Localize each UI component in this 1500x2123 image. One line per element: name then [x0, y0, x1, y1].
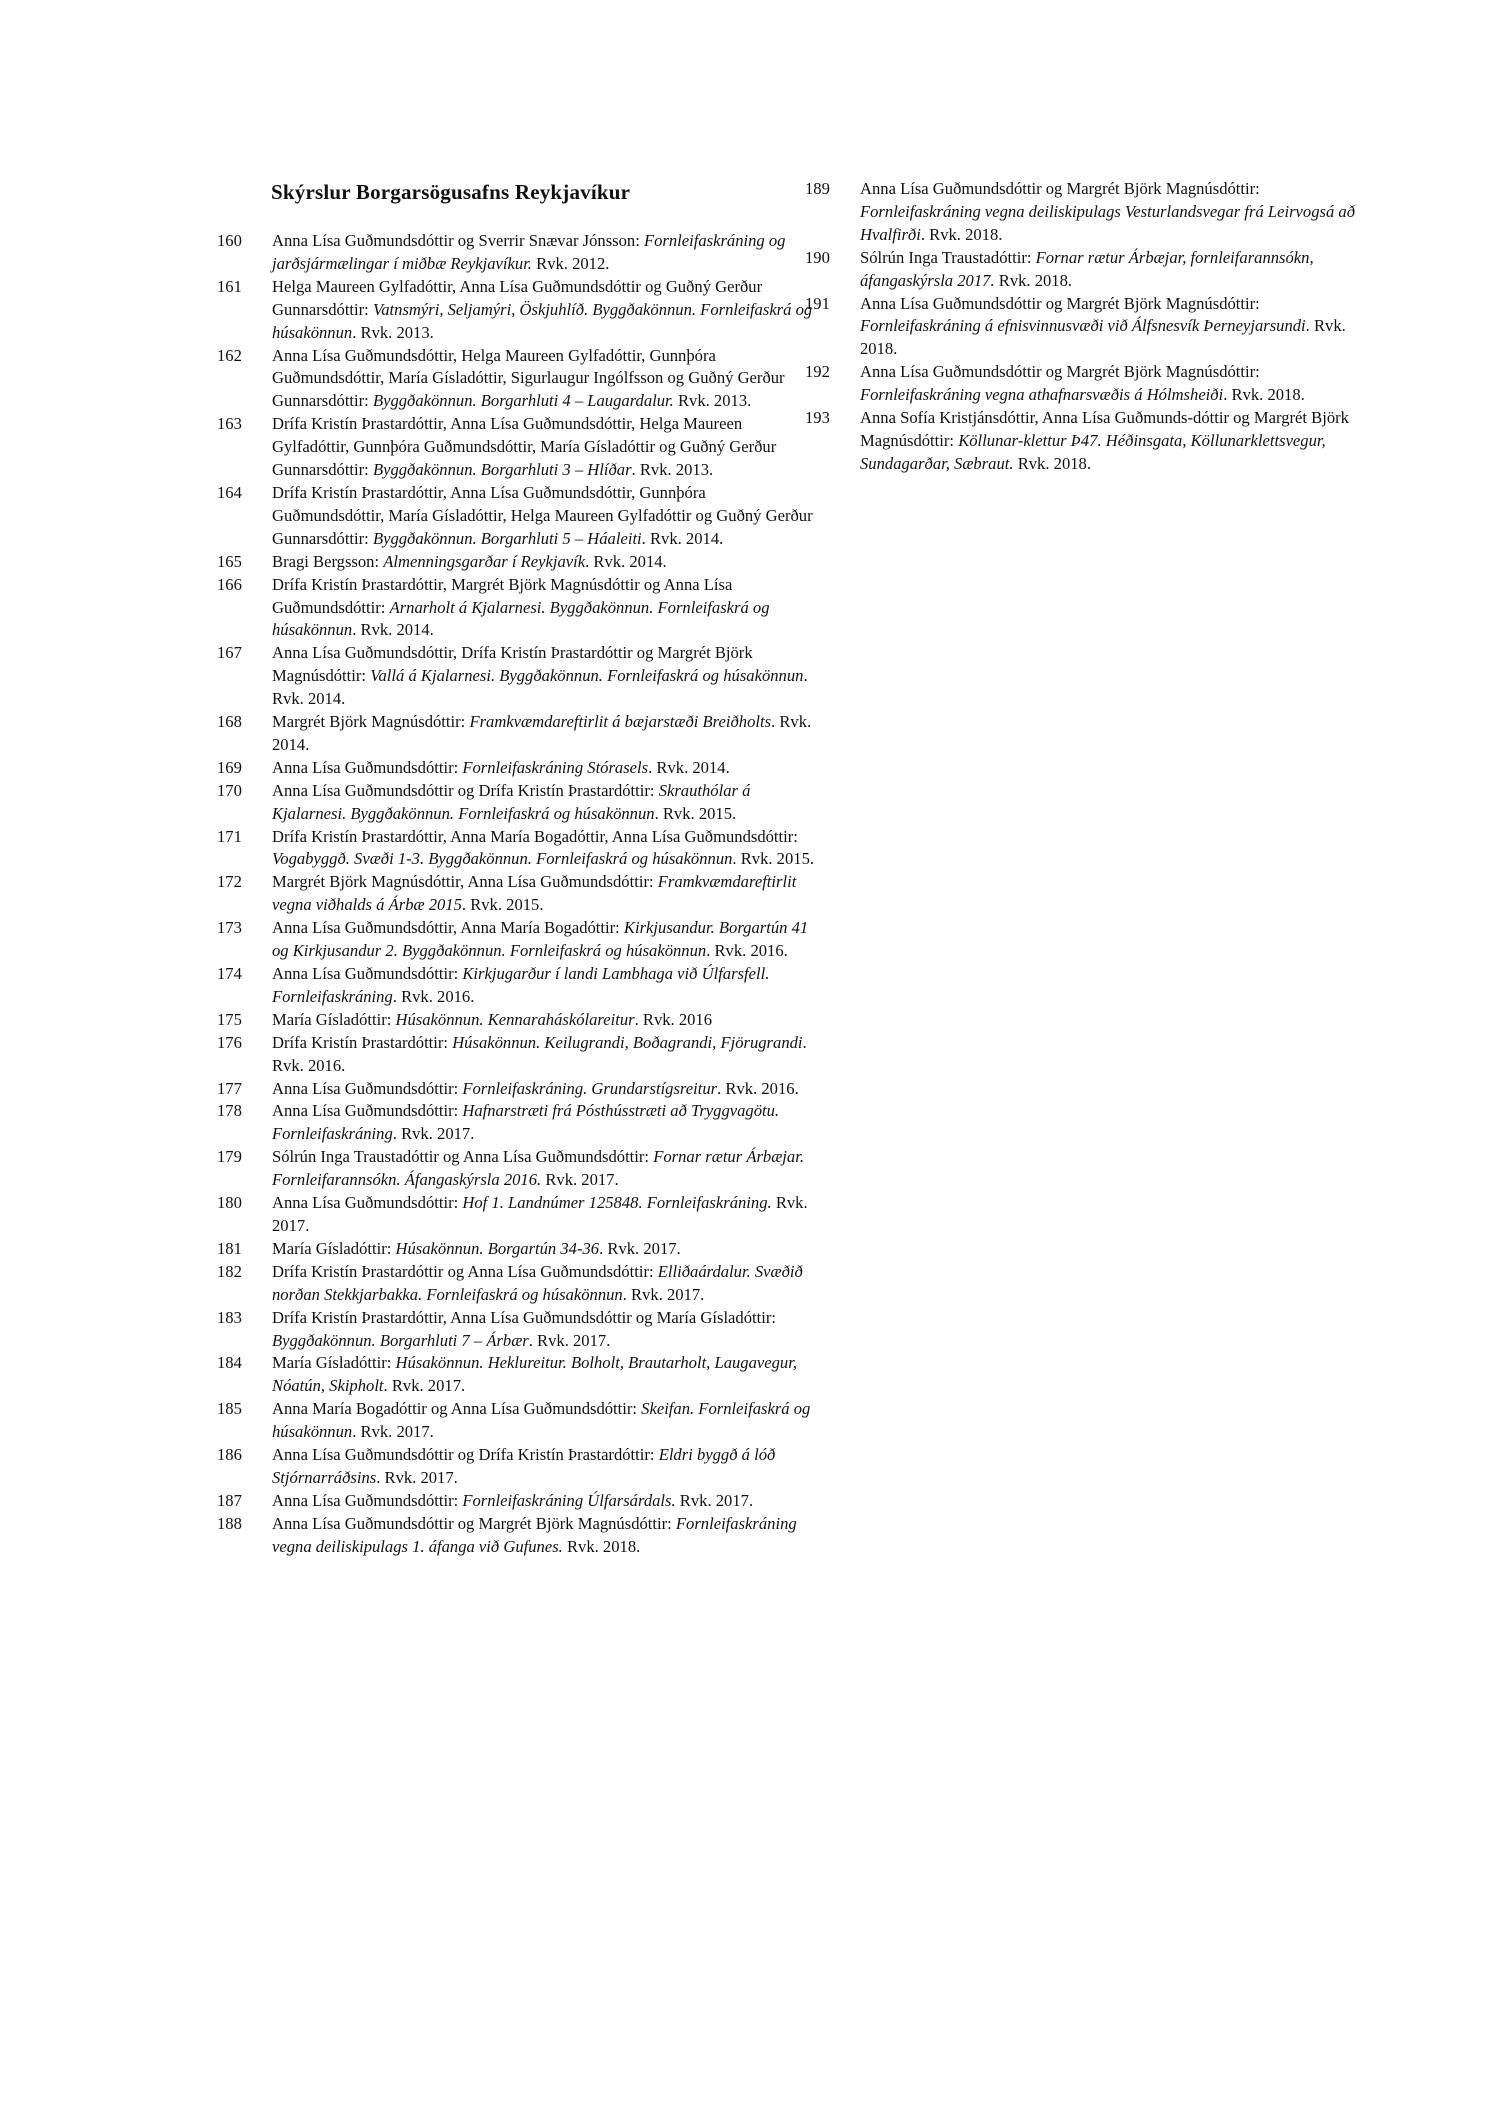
report-authors: Margrét Björk Magnúsdóttir:: [272, 712, 466, 732]
report-number: 174: [217, 964, 242, 983]
report-title: Húsakönnun. Keilugrandi, Boðagrandi, Fjörugrandi: [452, 1032, 803, 1052]
report-number: 192: [805, 362, 830, 382]
report-authors: Anna Lísa Guðmundsdóttir og Drífa Kristín Þrastardóttir:: [272, 780, 655, 800]
report-imprint: . Rvk. 2017.: [352, 1422, 434, 1442]
report-imprint: . Rvk. 2017.: [622, 1284, 705, 1304]
report-imprint: . Rvk. 2016.: [706, 941, 788, 961]
report-citation: [272, 712, 811, 754]
report-imprint: Rvk. 2017.: [679, 1490, 754, 1510]
report-citation: [272, 918, 808, 960]
report-imprint: . Rvk. 2017.: [528, 1330, 611, 1350]
report-entry: [217, 1146, 817, 1192]
report-title: Byggðakönnun. Borgarhluti 4 – Laugardalur.: [372, 391, 674, 411]
report-imprint: Rvk. 2018.: [1017, 453, 1091, 473]
report-entry: [217, 963, 817, 1009]
report-authors: Drífa Kristín Þrastardóttir, Anna María Bogadóttir, Anna Lísa Guðmundsdóttir:: [272, 826, 798, 846]
report-entry: [805, 247, 1365, 293]
report-imprint: Rvk. 2012.: [536, 253, 610, 273]
report-title: Fornleifaskráning á efnisvinnusvæði við Álfsnesvík Þerneyjarsundi: [860, 316, 1306, 336]
report-imprint: Rvk. 2018.: [566, 1536, 641, 1556]
report-imprint: . Rvk. 2014.: [641, 528, 724, 548]
report-entry: [217, 711, 817, 757]
report-title: Hof 1. Landnúmer 125848. Fornleifaskráning.: [462, 1193, 772, 1213]
report-citation: [272, 1079, 799, 1098]
report-citation: [272, 1514, 797, 1556]
report-citation: [272, 1399, 810, 1441]
report-authors: Sólrún Inga Traustadóttir:: [860, 247, 1032, 267]
report-number: 185: [217, 1399, 242, 1419]
report-number: 189: [805, 179, 830, 198]
report-entry: [217, 230, 817, 276]
report-entry: [217, 1192, 817, 1238]
report-authors: Drífa Kristín Þrastardóttir og Anna Lísa Guðmundsdóttir:: [272, 1261, 654, 1281]
report-citation: [272, 1262, 803, 1304]
report-entry: [217, 826, 817, 872]
report-citation: [272, 414, 776, 479]
report-entry: [217, 1352, 817, 1398]
report-number: 173: [217, 918, 242, 938]
report-imprint: . Rvk. 2016.: [272, 1032, 807, 1075]
report-title: Vallá á Kjalarnesi. Byggðakönnun. Fornleifaskrá og húsakönnun: [370, 666, 804, 686]
report-number: 166: [217, 574, 242, 594]
report-authors: Anna Lísa Guðmundsdóttir, Anna María Bogadóttir:: [272, 918, 620, 938]
report-entry: [217, 276, 817, 345]
report-number: 184: [217, 1353, 242, 1373]
report-number: 160: [217, 231, 242, 250]
report-title: Kirkjusandur. Borgartún 41 og Kirkjusandur 2. Byggðakönnun. Fornleifaskrá og húsakönnun: [272, 918, 809, 961]
report-authors: Anna Lísa Guðmundsdóttir og Margrét Björk Magnúsdóttir:: [860, 293, 1260, 313]
report-entry: [217, 642, 817, 711]
report-title: Byggðakönnun. Borgarhluti 5 – Háaleiti: [372, 528, 642, 548]
report-imprint: . Rvk. 2014.: [648, 757, 730, 777]
report-authors: María Gísladóttir:: [272, 1238, 392, 1258]
report-authors: Drífa Kristín Þrastardóttir, Anna Lísa Guðmundsdóttir, Helga Maureen Gylfadóttir, Gunnþóra Guðmundsdóttir, María Gísladóttir og Guðný Gerður Gunnarsdóttir:: [272, 414, 777, 480]
report-authors: Anna Lísa Guðmundsdóttir og Drífa Kristín Þrastardóttir:: [272, 1445, 655, 1465]
report-imprint: . Rvk. 2018.: [1223, 385, 1305, 405]
report-title: Byggðakönnun. Borgarhluti 3 – Hlíðar: [372, 460, 632, 480]
report-entry: [217, 1100, 817, 1146]
report-entry: [217, 1032, 817, 1078]
report-title: Skrauthólar á Kjalarnesi. Byggðakönnun. Fornleifaskrá og húsakönnun: [272, 780, 751, 823]
report-imprint: . Rvk. 2018.: [920, 224, 1003, 244]
report-number: 181: [217, 1238, 242, 1258]
report-authors: Drífa Kristín Þrastardóttir, Margrét Björk Magnúsdóttir og Anna Lísa Guðmundsdóttir:: [272, 574, 733, 617]
report-number: 186: [217, 1445, 242, 1465]
report-entry: [217, 1307, 817, 1353]
report-entry: [805, 407, 1365, 476]
report-title: Framkvæmdareftirlit vegna viðhalds á Árbæ 2015: [272, 872, 797, 915]
report-number: 187: [217, 1490, 242, 1510]
report-title: Fornleifaskráning vegna deiliskipulags 1. áfanga við Gufunes.: [272, 1513, 797, 1556]
report-number: 168: [217, 712, 242, 732]
report-imprint: . Rvk. 2017.: [376, 1467, 458, 1487]
report-imprint: . Rvk. 2016.: [392, 986, 475, 1006]
report-entry: [217, 413, 817, 482]
report-authors: Bragi Bergsson:: [272, 551, 380, 571]
report-number: 179: [217, 1147, 242, 1167]
report-citation: [860, 179, 1355, 244]
report-authors: Anna Lísa Guðmundsdóttir:: [272, 757, 459, 777]
report-number: 164: [217, 482, 242, 502]
report-citation: [272, 231, 785, 273]
report-authors: Anna Lísa Guðmundsdóttir og Sverrir Snævar Jónsson:: [272, 231, 640, 250]
report-citation: [272, 346, 785, 411]
report-authors: María Gísladóttir:: [272, 1353, 392, 1373]
report-entry: [217, 1078, 817, 1101]
report-imprint: . Rvk. 2018.: [860, 316, 1346, 359]
report-entry: [217, 345, 817, 414]
report-citation: [860, 294, 1346, 359]
report-citation: [272, 643, 808, 708]
report-authors: Anna Lísa Guðmundsdóttir og Margrét Björk Magnúsdóttir:: [860, 179, 1260, 198]
report-number: 188: [217, 1513, 242, 1533]
report-authors: Anna Lísa Guðmundsdóttir:: [272, 964, 459, 983]
report-entry: [217, 917, 817, 963]
report-entry: [805, 293, 1365, 362]
report-authors: Drífa Kristín Þrastardóttir:: [272, 1032, 449, 1052]
report-imprint: . Rvk. 2014.: [352, 620, 434, 640]
report-citation: [272, 552, 667, 571]
report-imprint: Rvk. 2013.: [677, 391, 752, 411]
report-title: Húsakönnun. Borgartún 34-36: [395, 1238, 600, 1258]
report-entry: [217, 780, 817, 826]
report-authors: Anna Lísa Guðmundsdóttir:: [272, 1490, 459, 1510]
report-title: Fornleifaskráning Úlfarsárdals.: [462, 1490, 676, 1510]
report-title: Arnarholt á Kjalarnesi. Byggðakönnun. Fornleifaskrá og húsakönnun: [272, 597, 770, 640]
report-number: 178: [217, 1101, 242, 1121]
report-citation: [272, 1147, 804, 1189]
report-citation: [272, 827, 814, 869]
report-title: Hafnarstræti frá Pósthússtræti að Tryggvagötu. Fornleifaskráning: [272, 1101, 780, 1144]
report-citation: [272, 758, 730, 777]
report-imprint: . Rvk. 2017.: [599, 1238, 681, 1258]
report-entry: [217, 482, 817, 551]
left-column: [217, 230, 817, 1559]
report-title: Húsakönnun. Kennaraháskólareitur: [395, 1009, 635, 1029]
report-authors: Anna Sofía Kristjánsdóttir, Anna Lísa Guðmunds-dóttir og Margrét Björk Magnúsdóttir:: [860, 408, 1349, 450]
report-authors: María Gísladóttir:: [272, 1009, 392, 1029]
report-number: 177: [217, 1078, 242, 1098]
report-number: 169: [217, 757, 242, 777]
report-authors: Sólrún Inga Traustadóttir og Anna Lísa Guðmundsdóttir:: [272, 1147, 650, 1167]
report-number: 190: [805, 247, 830, 267]
report-imprint: Rvk. 2017.: [272, 1193, 808, 1235]
report-citation: [272, 964, 769, 1006]
report-title: Fornleifaskráning vegna athafnarsvæðis á Hólmsheiði: [860, 385, 1224, 405]
report-imprint: . Rvk. 2017.: [383, 1376, 466, 1396]
report-title: Köllunar-klettur Þ47. Héðinsgata, Köllunarklettsvegur, Sundagarðar, Sæbraut.: [860, 430, 1326, 473]
report-citation: [860, 248, 1314, 290]
report-number: 193: [805, 408, 830, 428]
report-entry: [217, 551, 817, 574]
report-authors: Helga Maureen Gylfadóttir, Anna Lísa Guðmundsdóttir og Guðný Gerður Gunnarsdóttir:: [272, 276, 763, 319]
report-entry: [217, 757, 817, 780]
report-title: Fornleifaskráning. Grundarstígsreitur: [462, 1078, 718, 1098]
report-number: 170: [217, 780, 242, 800]
report-authors: Drífa Kristín Þrastardóttir, Anna Lísa Guðmundsdóttir, Gunnþóra Guðmundsdóttir, María Gísladóttir, Helga Maureen Gylfadóttir og Guðný Gerður Gunnarsdóttir:: [272, 482, 813, 548]
report-authors: Anna Lísa Guðmundsdóttir og Margrét Björk Magnúsdóttir:: [860, 362, 1260, 382]
report-imprint: . Rvk. 2017.: [392, 1124, 475, 1144]
report-citation: [272, 483, 813, 548]
report-number: 161: [217, 276, 242, 296]
report-title: Elliðaárdalur. Svæðið norðan Stekkjarbakka. Fornleifaskrá og húsakönnun: [272, 1261, 803, 1304]
report-entry: [217, 1009, 817, 1032]
report-citation: [272, 781, 750, 823]
report-title: Framkvæmdareftirlit á bæjarstæði Breiðholts: [469, 712, 772, 732]
report-imprint: . Rvk. 2015.: [461, 895, 544, 915]
report-authors: Drífa Kristín Þrastardóttir, Anna Lísa Guðmundsdóttir og María Gísladóttir:: [272, 1307, 776, 1327]
report-imprint: . Rvk. 2014.: [272, 712, 812, 754]
report-number: 163: [217, 414, 242, 434]
report-citation: [272, 575, 770, 640]
report-entry: [217, 1444, 817, 1490]
report-title: Vogabyggð. Svæði 1-3. Byggðakönnun. Fornleifaskrá og húsakönnun: [272, 849, 733, 869]
report-citation: [272, 1033, 807, 1075]
report-authors: Anna Lísa Guðmundsdóttir, Helga Maureen Gylfadóttir, Gunnþóra Guðmundsdóttir, María Gísladóttir, Sigurlaugur Ingólfsson og Guðný Gerður Gunnarsdóttir:: [272, 345, 785, 411]
report-title: Byggðakönnun. Borgarhluti 7 – Árbær: [272, 1330, 529, 1350]
report-number: 182: [217, 1261, 242, 1281]
report-citation: [272, 872, 796, 914]
report-imprint: . Rvk. 2013.: [352, 322, 434, 342]
right-column: [805, 178, 1365, 476]
report-title: Eldri byggð á lóð Stjórnarráðsins: [272, 1445, 776, 1487]
report-authors: Margrét Björk Magnúsdóttir, Anna Lísa Guðmundsdóttir:: [272, 872, 654, 892]
report-title: Almenningsgarðar í Reykjavík: [383, 551, 586, 571]
report-title: Fornar rætur Árbæjar, fornleifarannsókn, áfangaskýrsla 2017.: [860, 247, 1314, 290]
report-number: 171: [217, 826, 242, 846]
report-citation: [860, 408, 1349, 473]
report-authors: Anna Lísa Guðmundsdóttir:: [272, 1193, 459, 1213]
page-heading: Skýrslur Borgarsögusafns Reykjavíkur: [271, 180, 631, 204]
report-citation: [272, 1193, 808, 1235]
report-imprint: . Rvk. 2016.: [717, 1078, 799, 1098]
report-title: Vatnsmýri, Seljamýri, Öskjuhlíð. Byggðakönnun. Fornleifaskrá og húsakönnun: [272, 299, 813, 342]
report-authors: Anna Lísa Guðmundsdóttir og Margrét Björk Magnúsdóttir:: [272, 1513, 672, 1533]
report-number: 176: [217, 1032, 242, 1052]
report-number: 167: [217, 643, 242, 663]
report-authors: Anna Lísa Guðmundsdóttir:: [272, 1078, 459, 1098]
report-entry: [805, 361, 1365, 407]
report-title: Fornar rætur Árbæjar. Fornleifarannsókn. Áfangaskýrsla 2016.: [272, 1147, 804, 1190]
report-number: 180: [217, 1193, 242, 1213]
report-number: 183: [217, 1307, 242, 1327]
report-entry: [217, 1261, 817, 1307]
report-number: 172: [217, 872, 242, 892]
report-citation: [272, 1445, 775, 1487]
report-title: Fornleifaskráning Stórasels: [462, 757, 649, 777]
report-imprint: Rvk. 2017.: [545, 1170, 619, 1190]
report-imprint: . Rvk. 2016: [634, 1009, 713, 1029]
report-entry: [217, 1490, 817, 1513]
report-authors: Anna Lísa Guðmundsdóttir:: [272, 1101, 459, 1121]
report-title: Fornleifaskráning og jarðsjármælingar í miðbæ Reykjavíkur.: [272, 231, 786, 273]
report-number: 175: [217, 1009, 242, 1029]
report-title: Skeifan. Fornleifaskrá og húsakönnun: [272, 1399, 811, 1442]
report-entry: [805, 178, 1365, 247]
report-imprint: . Rvk. 2014.: [272, 666, 808, 709]
report-citation: [272, 1239, 681, 1258]
report-citation: [860, 362, 1305, 404]
report-authors: Anna María Bogadóttir og Anna Lísa Guðmundsdóttir:: [272, 1399, 638, 1419]
report-entry: [217, 1513, 817, 1559]
report-authors: Anna Lísa Guðmundsdóttir, Drífa Kristín Þrastardóttir og Margrét Björk Magnúsdóttir:: [272, 643, 753, 686]
report-entry: [217, 1238, 817, 1261]
report-citation: [272, 277, 812, 342]
report-imprint: . Rvk. 2014.: [585, 551, 667, 571]
report-entry: [217, 871, 817, 917]
report-citation: [272, 1010, 712, 1029]
report-number: 162: [217, 345, 242, 365]
report-entry: [217, 1398, 817, 1444]
report-imprint: . Rvk. 2015.: [732, 849, 815, 869]
report-number: 165: [217, 551, 242, 571]
report-imprint: Rvk. 2018.: [998, 270, 1073, 290]
report-entry: [217, 574, 817, 643]
report-title: Húsakönnun. Heklureitur. Bolholt, Brautarholt, Laugavegur, Nóatún, Skipholt: [272, 1353, 797, 1396]
report-citation: [272, 1308, 776, 1350]
report-citation: [272, 1491, 753, 1510]
report-title: Fornleifaskráning vegna deiliskipulags Vesturlandsvegar frá Leirvogsá að Hvalfirði: [860, 201, 1356, 244]
report-imprint: . Rvk. 2015.: [654, 803, 737, 823]
report-imprint: . Rvk. 2013.: [631, 460, 714, 480]
report-citation: [272, 1353, 797, 1395]
report-title: Kirkjugarður í landi Lambhaga við Úlfarsfell. Fornleifaskráning: [272, 964, 770, 1006]
report-number: 191: [805, 293, 830, 313]
report-citation: [272, 1101, 779, 1143]
